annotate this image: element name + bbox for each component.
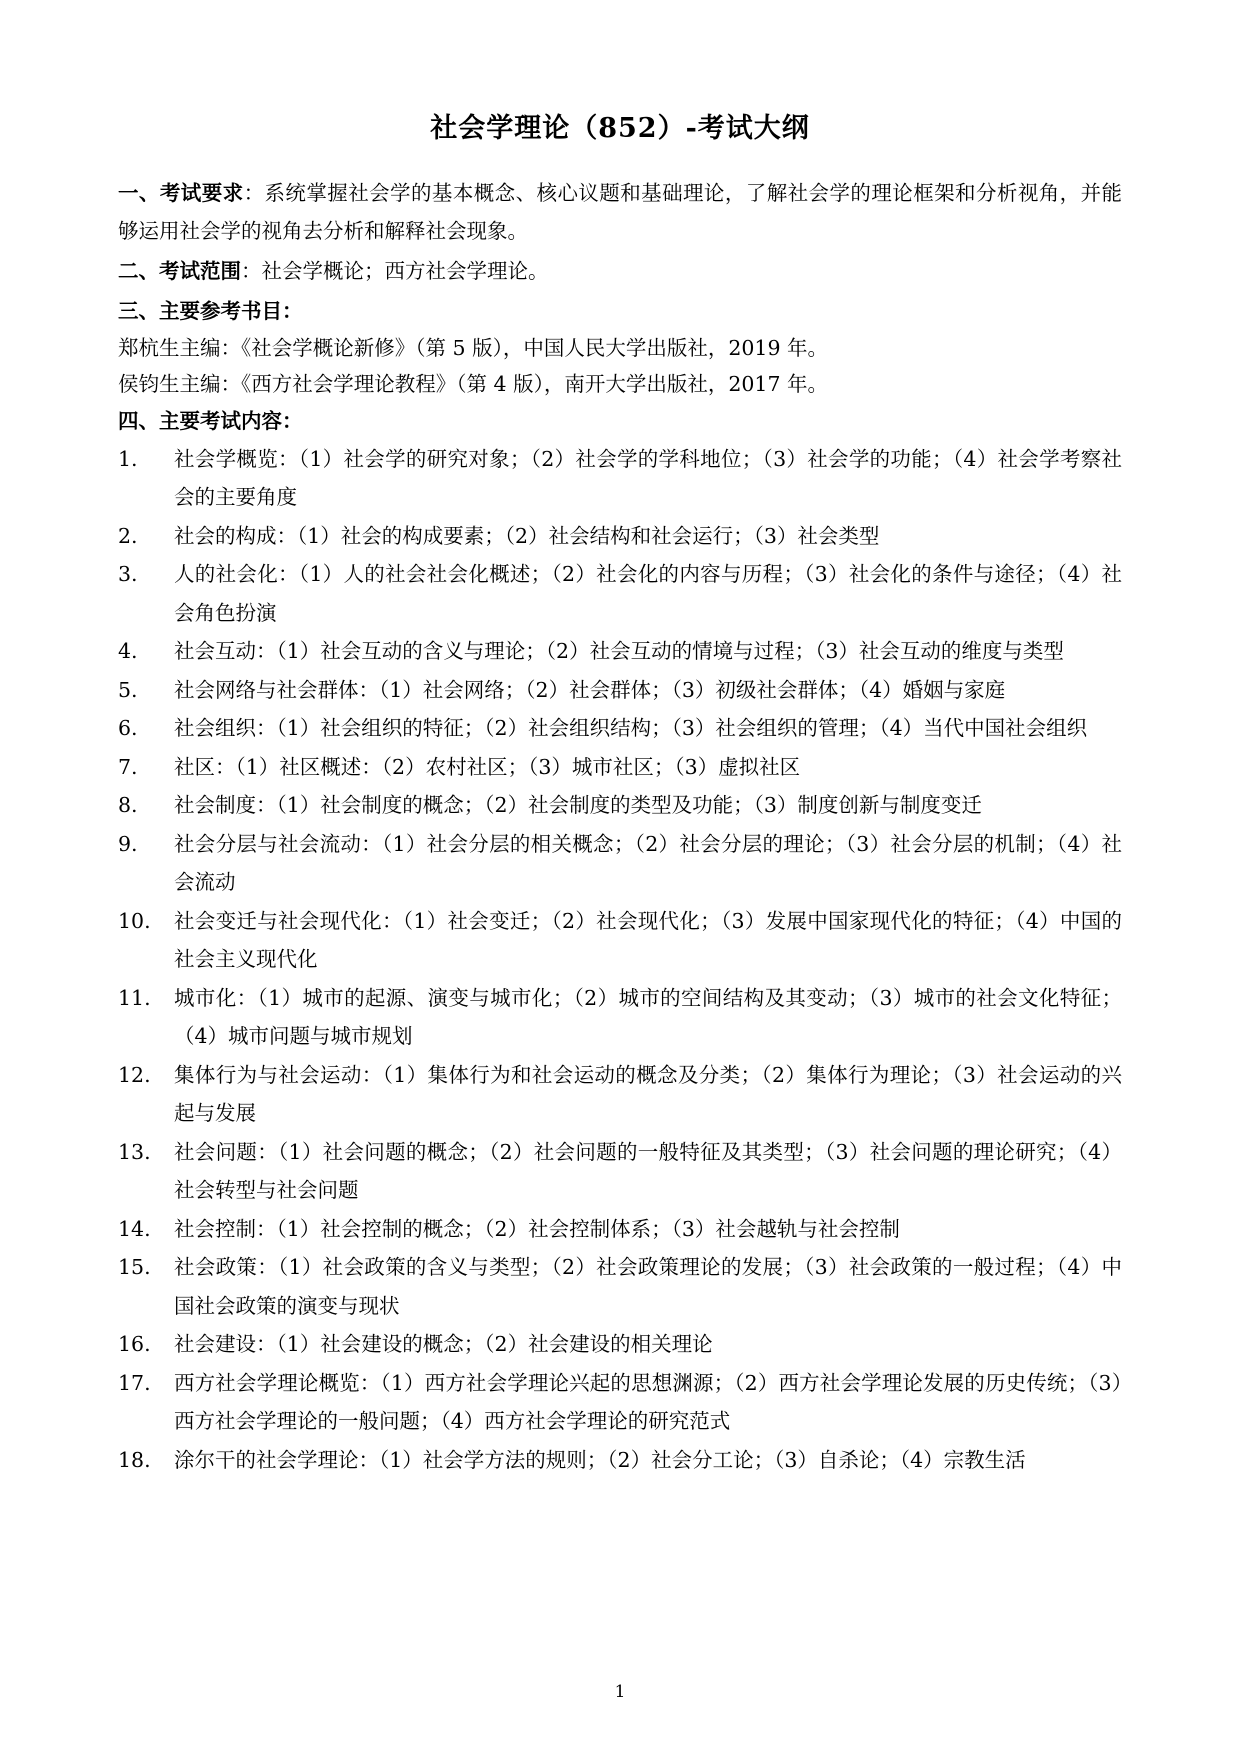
exam-requirements-body: 系统掌握社会学的基本概念、核心议题和基础理论，了解社会学的理论框架和分析视角，并能够运用社会学的视角去分析和解释社会现象。 [118, 180, 1123, 243]
list-item-text: 集体行为与社会运动：（1）集体行为和社会运动的概念及分类；（2）集体行为理论；（3）社会运动的兴起与发展 [174, 1062, 1122, 1126]
list-item-text: 社会政策：（1）社会政策的含义与类型；（2）社会政策理论的发展；（3）社会政策的一般过程；（4）中国社会政策的演变与现状 [174, 1255, 1122, 1318]
list-item-number: 9. [118, 831, 138, 856]
list-item [118, 902, 1122, 979]
list-item [118, 1056, 1122, 1133]
reference-book-item: 郑杭生主编：《社会学概论新修》（第 5 版），中国人民大学出版社，2019 年。 [118, 335, 829, 360]
exam-content-list [118, 440, 1122, 1480]
list-item-number: 8. [118, 793, 138, 818]
list-item [118, 1325, 1122, 1364]
list-item-number: 5. [118, 677, 138, 702]
list-item-number: 15. [118, 1255, 151, 1280]
list-item-number: 4. [118, 639, 138, 664]
list-item [118, 671, 1122, 710]
list-item-text: 社会网络与社会群体：（1）社会网络；（2）社会群体；（3）初级社会群体；（4）婚姻与家庭 [174, 677, 1006, 702]
list-item [118, 1133, 1122, 1210]
list-item-number: 11. [118, 985, 151, 1010]
list-item-text: 社会组织：（1）社会组织的特征；（2）社会组织结构；（3）社会组织的管理；（4）当代中国社会组织 [174, 716, 1088, 741]
exam-scope-body: 社会学概论；西方社会学理论。 [261, 258, 549, 283]
list-item [118, 1441, 1122, 1480]
list-item [118, 1210, 1122, 1249]
list-item-text: 社会分层与社会流动：（1）社会分层的相关概念；（2）社会分层的理论；（3）社会分层的机制；（4）社会流动 [174, 831, 1122, 895]
list-item-number: 16. [118, 1332, 151, 1357]
list-item-text: 社会学概览：（1）社会学的研究对象；（2）社会学的学科地位；（3）社会学的功能；（4）社会学考察社会的主要角度 [174, 446, 1122, 510]
reference-book-item: 侯钧生主编：《西方社会学理论教程》（第 4 版），南开大学出版社，2017 年。 [118, 371, 829, 396]
list-item-number: 12. [118, 1062, 151, 1087]
list-item-text: 社会制度：（1）社会制度的概念；（2）社会制度的类型及功能；（3）制度创新与制度变迁 [174, 793, 982, 818]
list-item [118, 786, 1122, 825]
exam-scope-paragraph [118, 252, 1122, 290]
exam-requirements-paragraph [118, 174, 1122, 250]
list-item-number: 6. [118, 716, 138, 741]
page-title: 社会学理论（852）-考试大纲 [430, 113, 810, 144]
list-item [118, 979, 1122, 1056]
list-item [118, 748, 1122, 787]
exam-scope-label: 二、考试范围 [118, 258, 241, 283]
list-item [118, 709, 1122, 748]
exam-requirements-label: 一、考试要求 [118, 180, 244, 205]
list-item-number: 1. [118, 446, 138, 471]
list-item-text: 社会变迁与社会现代化：（1）社会变迁；（2）社会现代化；（3）发展中国家现代化的特征；（4）中国的社会主义现代化 [174, 908, 1122, 972]
list-item [118, 632, 1122, 671]
list-item [118, 517, 1122, 556]
list-item-number: 3. [118, 562, 138, 587]
exam-scope-separator: ： [241, 258, 262, 283]
exam-requirements-separator: ： [243, 180, 265, 205]
list-item-text: 涂尔干的社会学理论：（1）社会学方法的规则；（2）社会分工论；（3）自杀论；（4）宗教生活 [174, 1447, 1026, 1472]
list-item-number: 10. [118, 908, 151, 933]
content-heading: 四、主要考试内容： [118, 408, 303, 433]
list-item-text: 社会问题：（1）社会问题的概念；（2）社会问题的一般特征及其类型；（3）社会问题的理论研究；（4）社会转型与社会问题 [174, 1139, 1122, 1203]
list-item-text: 社会建设：（1）社会建设的概念；（2）社会建设的相关理论 [174, 1332, 713, 1357]
list-item-text: 西方社会学理论概览：（1）西方社会学理论兴起的思想渊源；（2）西方社会学理论发展的历史传统；（3）西方社会学理论的一般问题；（4）西方社会学理论的研究范式 [174, 1370, 1122, 1434]
list-item [118, 1364, 1122, 1441]
list-item-text: 社会互动：（1）社会互动的含义与理论；（2）社会互动的情境与过程；（3）社会互动的维度与类型 [174, 639, 1064, 664]
list-item-number: 17. [118, 1370, 151, 1395]
page-number: 1 [614, 1682, 626, 1702]
list-item-number: 18. [118, 1447, 151, 1472]
list-item [118, 1248, 1122, 1325]
list-item-number: 13. [118, 1139, 151, 1164]
list-item-text: 城市化：（1）城市的起源、演变与城市化；（2）城市的空间结构及其变动；（3）城市的社会文化特征；（4）城市问题与城市规划 [174, 985, 1122, 1049]
list-item-number: 7. [118, 754, 138, 779]
list-item [118, 825, 1122, 902]
list-item-text: 社区：（1）社区概述：（2）农村社区；（3）城市社区；（3）虚拟社区 [174, 754, 801, 779]
list-item-number: 14. [118, 1216, 151, 1241]
list-item-text: 社会控制：（1）社会控制的概念；（2）社会控制体系；（3）社会越轨与社会控制 [174, 1216, 900, 1241]
references-heading: 三、主要参考书目： [118, 298, 303, 323]
list-item-text: 人的社会化：（1）人的社会社会化概述；（2）社会化的内容与历程；（3）社会化的条件与途径；（4）社会角色扮演 [174, 562, 1122, 625]
list-item-text: 社会的构成：（1）社会的构成要素；（2）社会结构和社会运行；（3）社会类型 [174, 523, 880, 548]
list-item [118, 440, 1122, 517]
list-item [118, 555, 1122, 632]
list-item-number: 2. [118, 523, 138, 548]
